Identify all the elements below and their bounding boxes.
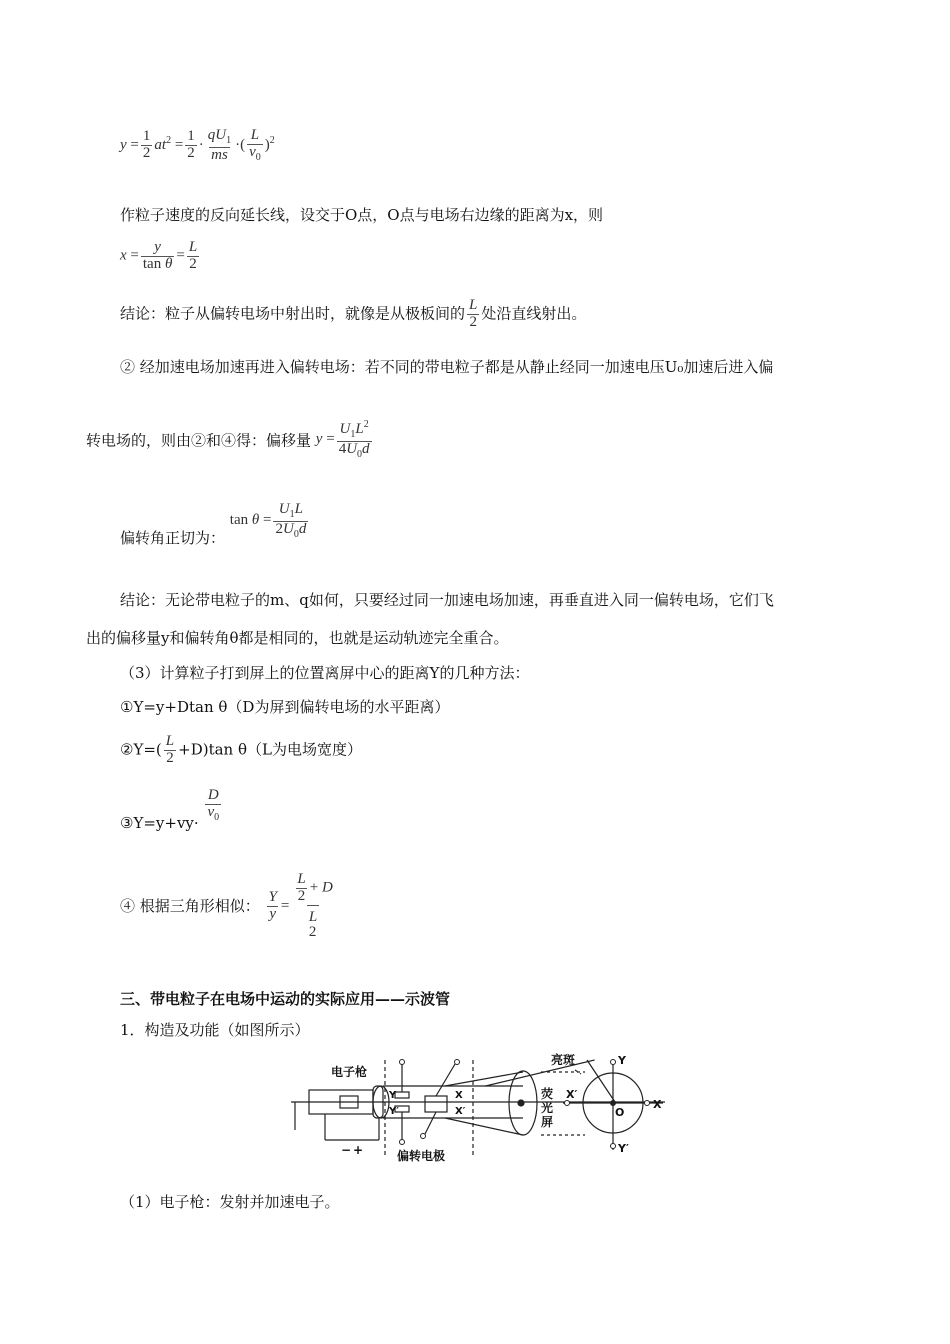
label-screen-3: 屏 [541,1115,554,1129]
conclusion-2-line-2: 出的偏移量y和偏转角θ都是相同的，也就是运动轨迹完全重合。 [86,629,509,647]
label-X-plate: X [455,1090,463,1101]
paragraph-2-line-1: ② 经加速电场加速再进入偏转电场：若不同的带电粒子都是从静止经同一加速电压U₀加速后进入偏 [120,358,774,376]
method-3: ③Y=y+vy· $\frac{D}{v_0}$ [120,787,220,832]
conclusion-1: 结论：粒子从偏转电场中射出时，就像是从极板间的 $\frac{L}{2}$ 处沿直线射出。 [120,297,587,330]
label-minus: − [341,1143,352,1157]
label-electrodes: 偏转电极 [397,1149,446,1163]
paragraph-2-line-2: 转电场的，则由②和④得：偏移量 y = $\frac{U_1L^2}{4U_0d}$ [86,419,370,460]
deflection-angle: 偏转角正切为： tan θ = $\frac{U_1L}{2U_0d}$ [120,501,307,547]
label-gun: 电子枪 [331,1065,368,1079]
label-screen-2: 光 [541,1101,554,1115]
item-electron-gun: （1）电子枪：发射并加速电子。 [120,1193,340,1211]
equation-x: x = $\frac{y}{\text{tan θ}}$ = $\frac{L}{2}$ [120,239,198,272]
oscilloscope-diagram [285,1050,675,1165]
label-Y-plate: Y [389,1090,397,1101]
item-1: 1．构造及功能（如图所示） [120,1021,310,1039]
label-X-screen: X [653,1098,662,1111]
label-Xp-screen: X′ [566,1088,578,1101]
section-3-intro: （3）计算粒子打到屏上的位置离屏中心的距离Y的几种方法： [120,664,530,682]
label-screen-1: 荧 [541,1087,554,1101]
label-spot: 亮斑 [551,1053,576,1067]
equation-y: y = $\frac{1}{2}$ $at^2$ = $\frac{1}{2}$ · $\frac{qU_1}{ms}$ ·( $\frac{L}{v_0}$ )$^2$ [120,127,275,163]
label-Y-screen: Y [618,1054,626,1067]
method-1: ①Y=y+Dtan θ（D为屏到偏转电场的水平距离） [120,698,450,716]
label-Yp-screen: Y′ [618,1142,629,1155]
method-4: ④ 根据三角形相似： $\frac{Y}{y}$ = $\frac{L}{2}$ + D L 2 [120,871,333,941]
label-Yp-plate: Y′ [389,1106,399,1117]
conclusion-2-line-1: 结论：无论带电粒子的m、q如何，只要经过同一加速电场加速，再垂直进入同一偏转电场，它们飞 [120,591,774,609]
method-2: ②Y=( $\frac{L}{2}$ +D)tan θ（L为电场宽度） [120,733,362,766]
label-Xp-plate: X′ [455,1106,466,1117]
paragraph-reverse-extension: 作粒子速度的反向延长线，设交于O点，O点与电场右边缘的距离为x，则 [120,206,604,224]
section-heading-3: 三、带电粒子在电场中运动的实际应用——示波管 [120,990,451,1008]
label-O: O [615,1106,625,1119]
label-plus: + [353,1143,364,1157]
